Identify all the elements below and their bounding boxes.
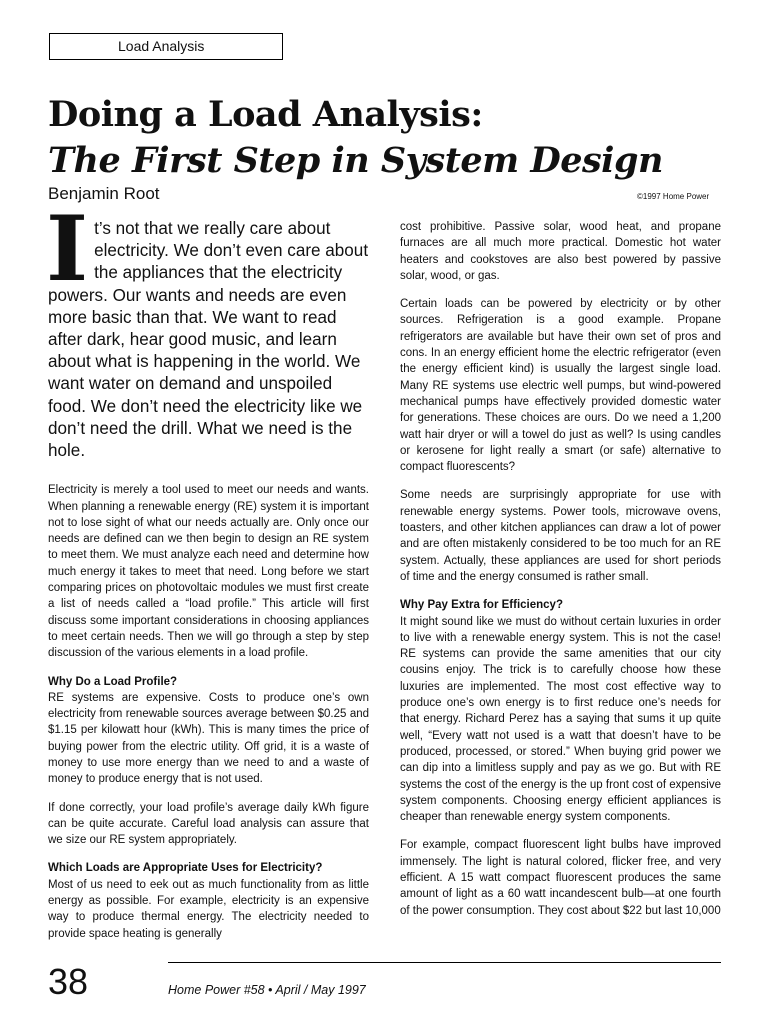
page-number: 38 [48,961,89,1002]
article-title [48,92,738,184]
body-paragraph: Most of us need to eek out as much functionality from as little energy as possible. For example, electricity is an expensive way to produce thermal energy. The electricity needed to provide space heating is generally [48,878,369,940]
lead-paragraph [46,196,369,462]
right-column [400,219,721,919]
body-paragraph: If done correctly, your load profile’s average daily kWh figure can be quite accurate. Careful load analysis can assure that we size our RE system appropriately. [48,801,369,847]
body-paragraph: It might sound like we must do without certain luxuries in order to live with a renewable energy system. This is not the case! RE systems can provide the same amenities that our city cousins enjoy. The trick is to carefully choose how these luxuries are implemented. The most cost effective way to produce one’s own energy is to first reduce one’s needs for that energy. Richard Perez has a saying that sums it up quite well, “Every watt not used is a watt that doesn’t have to be produced, processed, or stored.” When buying grid power we can dip into a limitless supply and pay as we go. But with RE systems the cost of the energy is the up front cost of expensive system components. Choosing energy efficient appliances is cheaper than renewable energy system components. [400,615,721,824]
section-heading: Which Loads are Appropriate Uses for Electricity? [48,862,323,875]
section-heading: Why Pay Extra for Efficiency? [400,599,563,612]
title-main: Doing a Load Analysis: [48,94,483,135]
footer-divider [168,962,721,963]
author-byline: Benjamin Root [48,184,160,203]
body-paragraph: Some needs are surprisingly appropriate for use with renewable energy systems. Power tools, microwave ovens, toasters, and other kitchen appliances can draw a lot of power and are often mistakenly considered to be too much for an RE system. Actually, these appliances are used for short periods of time and the energy consumed is rather small. [400,489,721,583]
title-subtitle: The First Step in System Design [48,140,663,181]
body-paragraph: Electricity is merely a tool used to meet our needs and wants. When planning a renewable energy (RE) system it is important not to lose sight of what our needs actually are. Only once our needs are defined can we then begin to design an RE system to meet them. We must analyze each need and determine how much energy it takes to meet that need. Long before we start comparing prices on photovoltaic modules we must first create a list of needs called a “load profile.” This article will first discuss some important considerations in choosing appliances to meet certain needs. Then we will go through a step by step discussion of the various elements in a load profile. [48,484,369,660]
left-column [46,196,369,942]
body-paragraph: For example, compact fluorescent light bulbs have improved immensely. The light is natural colored, flicker free, and very efficient. A 15 watt compact fluorescent produces the same amount of light as a 60 watt incandescent bulb—at one fourth of the power consumption. They cost about $22 but last 10,000 [400,839,721,917]
section-label: Load Analysis [49,33,283,60]
issue-info: Home Power #58 • April / May 1997 [168,983,366,997]
copyright-notice: ©1997 Home Power [637,192,710,201]
lead-text: t’s not that we really care about electricity. We don’t even care about the appliances that the electricity powers. Our wants and needs are even more basic than that. We want to read after dark, hear good music, and learn about what is happening in the world. We want water on demand and unspoiled food. We don’t need the electricity like we don’t need the drill. What we need is the hole. [48,219,369,461]
body-paragraph: Certain loads can be powered by electricity or by other sources. Refrigeration is a good example. Propane refrigerators are available but have their own set of pros and cons. In an energy efficient home the electric refrigerator (even the energy efficient kind) is usually the largest single load. Many RE systems use electric well pumps, but wind-powered mechanical pumps have effectively provided domestic water for generations. These choices are ours. Do we need a 1,200 watt hair dryer or will a towel do just as well? Is using candles or kerosene for light really a smart (or safe) alternative to compact fluorescents? [400,298,721,474]
section-heading: Why Do a Load Profile? [48,675,178,688]
body-paragraph: cost prohibitive. Passive solar, wood heat, and propane furnaces are all much more practical. Domestic hot water heaters and cookstoves are also best powered by passive solar, wood, or gas. [400,221,721,282]
drop-cap: I [46,196,89,302]
body-paragraph: RE systems are expensive. Costs to produce one’s own electricity from renewable sources average between $0.25 and $1.15 per kilowatt hour (kWh). This is many times the price of buying power from the electric utility. Off grid, it is a waste of money to use more energy than we need to and a waste of money to produce energy that is not used. [48,691,369,786]
